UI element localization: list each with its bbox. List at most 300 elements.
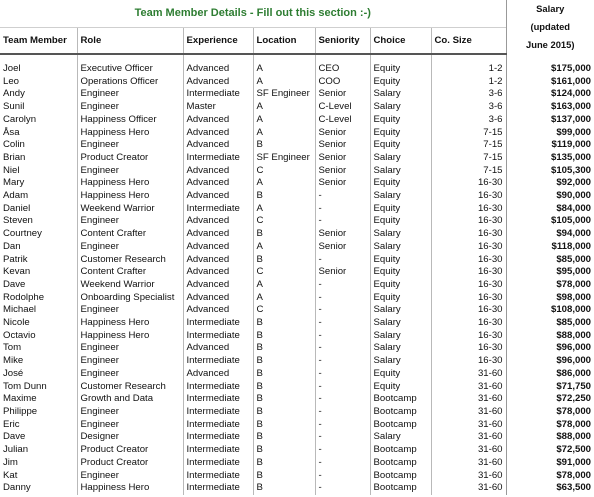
cell-team-member[interactable]: Dave — [3, 278, 26, 290]
cell-co-size[interactable]: 7-15 — [431, 139, 506, 152]
cell-team-member[interactable]: Mary — [3, 177, 25, 189]
cell-co-size[interactable]: 16-30 — [431, 355, 506, 368]
cell-experience[interactable]: Intermediate — [183, 419, 253, 432]
cell-role[interactable]: Happiness Hero — [77, 177, 183, 190]
cell-location[interactable]: A — [253, 114, 315, 127]
cell-choice[interactable]: Bootcamp — [370, 457, 431, 470]
cell-salary[interactable]: $118,000 — [506, 241, 594, 254]
salary-header-cell[interactable] — [506, 0, 594, 54]
cell-team-member[interactable]: Leo — [3, 75, 20, 87]
cell-choice[interactable]: Salary — [370, 101, 431, 114]
cell-role[interactable]: Happiness Hero — [77, 317, 183, 330]
cell-location[interactable]: B — [253, 482, 315, 495]
cell-team-member[interactable]: Kat — [3, 469, 18, 481]
cell-location[interactable]: A — [253, 279, 315, 292]
empty-cell[interactable] — [370, 54, 431, 63]
cell-team-member[interactable]: José — [3, 367, 24, 379]
cell-location[interactable]: B — [253, 228, 315, 241]
cell-experience[interactable]: Advanced — [183, 165, 253, 178]
cell-location[interactable]: B — [253, 317, 315, 330]
cell-experience[interactable]: Advanced — [183, 279, 253, 292]
cell-location[interactable]: C — [253, 304, 315, 317]
cell-experience[interactable]: Advanced — [183, 114, 253, 127]
cell-team-member[interactable]: Adam — [3, 190, 29, 202]
cell-experience[interactable]: Advanced — [183, 254, 253, 267]
cell-salary[interactable]: $91,000 — [506, 457, 594, 470]
cell-experience[interactable]: Master — [183, 101, 253, 114]
cell-location[interactable]: C — [253, 165, 315, 178]
cell-co-size[interactable]: 7-15 — [431, 152, 506, 165]
cell-location[interactable]: A — [253, 76, 315, 89]
cell-team-member[interactable]: Niel — [3, 164, 20, 176]
cell-choice[interactable]: Salary — [370, 88, 431, 101]
cell-role[interactable]: Engineer — [77, 470, 183, 483]
table-row — [0, 393, 594, 406]
cell-role[interactable]: Weekend Warrior — [77, 279, 183, 292]
cell-role[interactable]: Happiness Officer — [77, 114, 183, 127]
cell-location[interactable]: B — [253, 355, 315, 368]
cell-seniority[interactable]: Senior — [315, 165, 370, 178]
cell-salary[interactable]: $175,000 — [506, 63, 594, 76]
cell-co-size[interactable]: 3-6 — [431, 114, 506, 127]
empty-cell[interactable] — [77, 54, 183, 63]
cell-seniority[interactable]: Senior — [315, 88, 370, 101]
cell-choice[interactable]: Salary — [370, 431, 431, 444]
cell-location[interactable]: B — [253, 457, 315, 470]
cell-team-member[interactable]: Eric — [3, 418, 20, 430]
cell-co-size[interactable]: 31-60 — [431, 431, 506, 444]
cell-choice[interactable]: Equity — [370, 114, 431, 127]
cell-location[interactable]: A — [253, 127, 315, 140]
cell-role[interactable]: Executive Officer — [77, 63, 183, 76]
cell-seniority[interactable]: - — [315, 368, 370, 381]
cell-salary[interactable]: $84,000 — [506, 203, 594, 216]
cell-salary[interactable]: $95,000 — [506, 266, 594, 279]
cell-choice[interactable]: Bootcamp — [370, 444, 431, 457]
cell-location[interactable]: B — [253, 330, 315, 343]
column-header-location[interactable]: Location — [253, 27, 315, 54]
cell-role[interactable]: Engineer — [77, 342, 183, 355]
cell-salary[interactable]: $85,000 — [506, 254, 594, 267]
cell-location[interactable]: B — [253, 139, 315, 152]
column-header-team-member[interactable]: Team Member — [0, 27, 77, 54]
cell-team-member[interactable]: Daniel — [3, 202, 31, 214]
cell-team-member[interactable]: Sunil — [3, 101, 25, 113]
cell-location[interactable]: B — [253, 368, 315, 381]
cell-team-member[interactable]: Dave — [3, 431, 26, 443]
cell-choice[interactable]: Bootcamp — [370, 470, 431, 483]
cell-location[interactable]: SF Engineer — [253, 152, 315, 165]
cell-co-size[interactable]: 31-60 — [431, 444, 506, 457]
cell-team-member[interactable]: Michael — [3, 304, 37, 316]
cell-co-size[interactable]: 3-6 — [431, 88, 506, 101]
cell-team-member[interactable]: Joel — [3, 63, 21, 74]
cell-co-size[interactable]: 16-30 — [431, 203, 506, 216]
cell-location[interactable]: SF Engineer — [253, 88, 315, 101]
cell-seniority[interactable]: - — [315, 317, 370, 330]
cell-role[interactable]: Engineer — [77, 419, 183, 432]
cell-co-size[interactable]: 1-2 — [431, 76, 506, 89]
cell-choice[interactable]: Equity — [370, 368, 431, 381]
cell-experience[interactable]: Intermediate — [183, 203, 253, 216]
cell-co-size[interactable]: 31-60 — [431, 482, 506, 495]
cell-salary[interactable]: $108,000 — [506, 304, 594, 317]
cell-team-member[interactable]: Courtney — [3, 228, 42, 240]
cell-experience[interactable]: Intermediate — [183, 431, 253, 444]
cell-co-size[interactable]: 31-60 — [431, 470, 506, 483]
cell-team-member[interactable]: Mike — [3, 355, 24, 367]
cell-role[interactable]: Growth and Data — [77, 393, 183, 406]
cell-experience[interactable]: Intermediate — [183, 88, 253, 101]
cell-choice[interactable]: Salary — [370, 355, 431, 368]
cell-experience[interactable]: Intermediate — [183, 406, 253, 419]
cell-experience[interactable]: Advanced — [183, 228, 253, 241]
cell-role[interactable]: Happiness Hero — [77, 190, 183, 203]
cell-seniority[interactable]: C-Level — [315, 114, 370, 127]
cell-salary[interactable]: $163,000 — [506, 101, 594, 114]
cell-experience[interactable]: Intermediate — [183, 444, 253, 457]
header-row — [0, 27, 594, 54]
cell-choice[interactable]: Equity — [370, 254, 431, 267]
cell-location[interactable]: A — [253, 177, 315, 190]
cell-role[interactable]: Product Creator — [77, 457, 183, 470]
cell-team-member[interactable]: Danny — [3, 482, 31, 494]
cell-co-size[interactable]: 16-30 — [431, 254, 506, 267]
cell-salary[interactable]: $137,000 — [506, 114, 594, 127]
cell-salary[interactable]: $124,000 — [506, 88, 594, 101]
cell-role[interactable]: Content Crafter — [77, 228, 183, 241]
cell-salary[interactable]: $78,000 — [506, 406, 594, 419]
cell-seniority[interactable]: Senior — [315, 266, 370, 279]
cell-co-size[interactable]: 31-60 — [431, 419, 506, 432]
cell-location[interactable]: B — [253, 254, 315, 267]
cell-choice[interactable]: Salary — [370, 152, 431, 165]
column-header-co-size[interactable]: Co. Size — [431, 27, 506, 54]
table-row — [0, 101, 594, 114]
cell-choice[interactable]: Salary — [370, 317, 431, 330]
cell-team-member[interactable]: Rodolphe — [3, 291, 45, 303]
column-header-choice[interactable]: Choice — [370, 27, 431, 54]
cell-choice[interactable]: Equity — [370, 279, 431, 292]
cell-experience[interactable]: Advanced — [183, 177, 253, 190]
cell-experience[interactable]: Intermediate — [183, 470, 253, 483]
cell-location[interactable]: A — [253, 203, 315, 216]
cell-co-size[interactable]: 16-30 — [431, 317, 506, 330]
cell-role[interactable]: Engineer — [77, 139, 183, 152]
cell-location[interactable]: B — [253, 393, 315, 406]
cell-role[interactable]: Content Crafter — [77, 266, 183, 279]
cell-role[interactable]: Engineer — [77, 88, 183, 101]
cell-co-size[interactable]: 16-30 — [431, 279, 506, 292]
cell-experience[interactable]: Intermediate — [183, 152, 253, 165]
cell-team-member[interactable]: Maxime — [3, 393, 37, 405]
cell-experience[interactable]: Advanced — [183, 127, 253, 140]
cell-location[interactable]: A — [253, 101, 315, 114]
cell-seniority[interactable]: Senior — [315, 127, 370, 140]
cell-team-member[interactable]: Colin — [3, 139, 25, 151]
cell-co-size[interactable]: 31-60 — [431, 457, 506, 470]
empty-cell[interactable] — [0, 54, 77, 63]
cell-choice[interactable]: Equity — [370, 381, 431, 394]
cell-seniority[interactable]: - — [315, 406, 370, 419]
cell-choice[interactable]: Salary — [370, 342, 431, 355]
empty-cell[interactable] — [506, 54, 594, 63]
cell-co-size[interactable]: 16-30 — [431, 215, 506, 228]
column-header-experience[interactable]: Experience — [183, 27, 253, 54]
empty-cell[interactable] — [253, 54, 315, 63]
empty-cell[interactable] — [183, 54, 253, 63]
cell-experience[interactable]: Advanced — [183, 304, 253, 317]
cell-location[interactable]: B — [253, 444, 315, 457]
cell-choice[interactable]: Equity — [370, 215, 431, 228]
cell-seniority[interactable]: - — [315, 342, 370, 355]
cell-role[interactable]: Customer Research — [77, 254, 183, 267]
cell-experience[interactable]: Intermediate — [183, 317, 253, 330]
cell-role[interactable]: Engineer — [77, 368, 183, 381]
cell-location[interactable]: B — [253, 342, 315, 355]
cell-seniority[interactable]: Senior — [315, 177, 370, 190]
cell-experience[interactable]: Intermediate — [183, 381, 253, 394]
cell-location[interactable]: A — [253, 292, 315, 305]
cell-co-size[interactable]: 31-60 — [431, 393, 506, 406]
empty-cell[interactable] — [431, 54, 506, 63]
cell-salary[interactable]: $63,500 — [506, 482, 594, 495]
cell-co-size[interactable]: 31-60 — [431, 406, 506, 419]
cell-seniority[interactable]: - — [315, 292, 370, 305]
cell-salary[interactable]: $94,000 — [506, 228, 594, 241]
cell-experience[interactable]: Advanced — [183, 266, 253, 279]
cell-salary[interactable]: $96,000 — [506, 342, 594, 355]
cell-team-member[interactable]: Octavio — [3, 329, 36, 341]
cell-location[interactable]: B — [253, 431, 315, 444]
cell-co-size[interactable]: 16-30 — [431, 228, 506, 241]
cell-salary[interactable]: $90,000 — [506, 190, 594, 203]
cell-location[interactable]: C — [253, 215, 315, 228]
column-header-seniority[interactable]: Seniority — [315, 27, 370, 54]
cell-experience[interactable]: Advanced — [183, 215, 253, 228]
cell-seniority[interactable]: - — [315, 419, 370, 432]
cell-experience[interactable]: Advanced — [183, 190, 253, 203]
cell-co-size[interactable]: 16-30 — [431, 342, 506, 355]
cell-salary[interactable]: $105,300 — [506, 165, 594, 178]
cell-team-member[interactable]: Julian — [3, 444, 29, 456]
cell-co-size[interactable]: 3-6 — [431, 101, 506, 114]
cell-location[interactable]: B — [253, 419, 315, 432]
cell-seniority[interactable]: - — [315, 431, 370, 444]
table-row — [0, 381, 594, 394]
cell-location[interactable]: A — [253, 241, 315, 254]
cell-salary[interactable]: $105,000 — [506, 215, 594, 228]
cell-team-member[interactable]: Brian — [3, 151, 26, 163]
cell-salary[interactable]: $135,000 — [506, 152, 594, 165]
cell-seniority[interactable]: - — [315, 215, 370, 228]
section-title[interactable]: Team Member Details - Fill out this section :-) — [134, 7, 371, 20]
salary-header-line: (updated — [530, 21, 571, 32]
cell-choice[interactable]: Salary — [370, 304, 431, 317]
table-row — [0, 444, 594, 457]
cell-location[interactable]: B — [253, 470, 315, 483]
cell-location[interactable]: A — [253, 63, 315, 76]
cell-salary[interactable]: $119,000 — [506, 139, 594, 152]
empty-cell[interactable] — [315, 54, 370, 63]
cell-choice[interactable]: Salary — [370, 228, 431, 241]
cell-team-member[interactable]: Åsa — [3, 126, 20, 138]
cell-role[interactable]: Engineer — [77, 355, 183, 368]
cell-seniority[interactable]: Senior — [315, 228, 370, 241]
cell-role[interactable]: Operations Officer — [77, 76, 183, 89]
cell-seniority[interactable]: - — [315, 203, 370, 216]
cell-salary[interactable]: $88,000 — [506, 431, 594, 444]
cell-role[interactable]: Happiness Hero — [77, 482, 183, 495]
cell-experience[interactable]: Advanced — [183, 368, 253, 381]
cell-location[interactable]: B — [253, 406, 315, 419]
cell-team-member[interactable]: Jim — [3, 456, 18, 468]
cell-experience[interactable]: Advanced — [183, 63, 253, 76]
table-row — [0, 431, 594, 444]
cell-seniority[interactable]: COO — [315, 76, 370, 89]
cell-salary[interactable]: $78,000 — [506, 279, 594, 292]
cell-co-size[interactable]: 1-2 — [431, 63, 506, 76]
cell-choice[interactable]: Equity — [370, 63, 431, 76]
cell-seniority[interactable]: - — [315, 279, 370, 292]
cell-role[interactable]: Designer — [77, 431, 183, 444]
cell-role[interactable]: Happiness Hero — [77, 330, 183, 343]
cell-experience[interactable]: Advanced — [183, 76, 253, 89]
cell-location[interactable]: B — [253, 381, 315, 394]
cell-choice[interactable]: Bootcamp — [370, 419, 431, 432]
cell-seniority[interactable]: - — [315, 355, 370, 368]
cell-role[interactable]: Engineer — [77, 165, 183, 178]
cell-experience[interactable]: Intermediate — [183, 457, 253, 470]
cell-co-size[interactable]: 7-15 — [431, 165, 506, 178]
cell-choice[interactable]: Bootcamp — [370, 393, 431, 406]
cell-co-size[interactable]: 31-60 — [431, 381, 506, 394]
cell-choice[interactable]: Salary — [370, 241, 431, 254]
cell-seniority[interactable]: Senior — [315, 139, 370, 152]
cell-co-size[interactable]: 7-15 — [431, 127, 506, 140]
cell-seniority[interactable]: - — [315, 482, 370, 495]
cell-salary[interactable]: $92,000 — [506, 177, 594, 190]
cell-co-size[interactable]: 31-60 — [431, 368, 506, 381]
cell-team-member[interactable]: Tom — [3, 342, 22, 354]
cell-choice[interactable]: Equity — [370, 266, 431, 279]
title-row — [0, 0, 594, 27]
cell-co-size[interactable]: 16-30 — [431, 266, 506, 279]
table-row — [0, 76, 594, 89]
cell-team-member[interactable]: Patrik — [3, 253, 28, 265]
cell-experience[interactable]: Advanced — [183, 292, 253, 305]
cell-role[interactable]: Engineer — [77, 241, 183, 254]
cell-team-member[interactable]: Kevan — [3, 266, 31, 278]
cell-seniority[interactable]: - — [315, 254, 370, 267]
cell-co-size[interactable]: 16-30 — [431, 190, 506, 203]
cell-role[interactable]: Engineer — [77, 215, 183, 228]
cell-role[interactable]: Happiness Hero — [77, 127, 183, 140]
cell-team-member[interactable]: Carolyn — [3, 113, 37, 125]
cell-salary[interactable]: $99,000 — [506, 127, 594, 140]
cell-team-member[interactable]: Steven — [3, 215, 33, 227]
cell-choice[interactable]: Bootcamp — [370, 406, 431, 419]
cell-co-size[interactable]: 16-30 — [431, 292, 506, 305]
cell-co-size[interactable]: 16-30 — [431, 304, 506, 317]
cell-role[interactable]: Engineer — [77, 101, 183, 114]
cell-seniority[interactable]: C-Level — [315, 101, 370, 114]
cell-seniority[interactable]: Senior — [315, 241, 370, 254]
cell-role[interactable]: Product Creator — [77, 444, 183, 457]
cell-role[interactable]: Onboarding Specialist — [77, 292, 183, 305]
cell-experience[interactable]: Advanced — [183, 241, 253, 254]
cell-salary[interactable]: $78,000 — [506, 470, 594, 483]
cell-experience[interactable]: Intermediate — [183, 355, 253, 368]
cell-salary[interactable]: $72,250 — [506, 393, 594, 406]
cell-experience[interactable]: Intermediate — [183, 393, 253, 406]
cell-seniority[interactable]: - — [315, 444, 370, 457]
cell-salary[interactable]: $78,000 — [506, 419, 594, 432]
cell-seniority[interactable]: - — [315, 190, 370, 203]
cell-salary[interactable]: $86,000 — [506, 368, 594, 381]
cell-seniority[interactable]: - — [315, 330, 370, 343]
cell-choice[interactable]: Equity — [370, 177, 431, 190]
cell-choice[interactable]: Equity — [370, 76, 431, 89]
cell-salary[interactable]: $85,000 — [506, 317, 594, 330]
cell-experience[interactable]: Intermediate — [183, 330, 253, 343]
cell-role[interactable]: Product Creator — [77, 152, 183, 165]
cell-salary[interactable]: $72,500 — [506, 444, 594, 457]
column-header-role[interactable]: Role — [77, 27, 183, 54]
cell-role[interactable]: Engineer — [77, 304, 183, 317]
cell-seniority[interactable]: CEO — [315, 63, 370, 76]
cell-role[interactable]: Customer Research — [77, 381, 183, 394]
cell-co-size[interactable]: 16-30 — [431, 241, 506, 254]
cell-location[interactable]: B — [253, 190, 315, 203]
cell-role[interactable]: Engineer — [77, 406, 183, 419]
cell-role[interactable]: Weekend Warrior — [77, 203, 183, 216]
cell-choice[interactable]: Equity — [370, 292, 431, 305]
cell-salary[interactable]: $88,000 — [506, 330, 594, 343]
cell-experience[interactable]: Advanced — [183, 342, 253, 355]
cell-seniority[interactable]: - — [315, 457, 370, 470]
cell-choice[interactable]: Salary — [370, 330, 431, 343]
table-row — [0, 165, 594, 178]
cell-team-member[interactable]: Philippe — [3, 405, 38, 417]
cell-choice[interactable]: Bootcamp — [370, 482, 431, 495]
cell-co-size[interactable]: 16-30 — [431, 330, 506, 343]
cell-salary[interactable]: $161,000 — [506, 76, 594, 89]
cell-choice[interactable]: Equity — [370, 139, 431, 152]
cell-salary[interactable]: $96,000 — [506, 355, 594, 368]
cell-choice[interactable]: Equity — [370, 203, 431, 216]
cell-seniority[interactable]: - — [315, 304, 370, 317]
cell-seniority[interactable]: - — [315, 393, 370, 406]
cell-choice[interactable]: Salary — [370, 165, 431, 178]
cell-choice[interactable]: Equity — [370, 127, 431, 140]
cell-seniority[interactable]: - — [315, 470, 370, 483]
cell-experience[interactable]: Intermediate — [183, 482, 253, 495]
cell-co-size[interactable]: 16-30 — [431, 177, 506, 190]
cell-team-member[interactable]: Andy — [3, 88, 25, 100]
cell-location[interactable]: C — [253, 266, 315, 279]
cell-salary[interactable]: $98,000 — [506, 292, 594, 305]
cell-seniority[interactable]: Senior — [315, 152, 370, 165]
cell-team-member[interactable]: Nicole — [3, 317, 30, 329]
cell-experience[interactable]: Advanced — [183, 139, 253, 152]
cell-choice[interactable]: Salary — [370, 190, 431, 203]
cell-salary[interactable]: $71,750 — [506, 381, 594, 394]
cell-seniority[interactable]: - — [315, 381, 370, 394]
cell-team-member[interactable]: Dan — [3, 240, 21, 252]
cell-team-member[interactable]: Tom Dunn — [3, 380, 47, 392]
table-row — [0, 317, 594, 330]
